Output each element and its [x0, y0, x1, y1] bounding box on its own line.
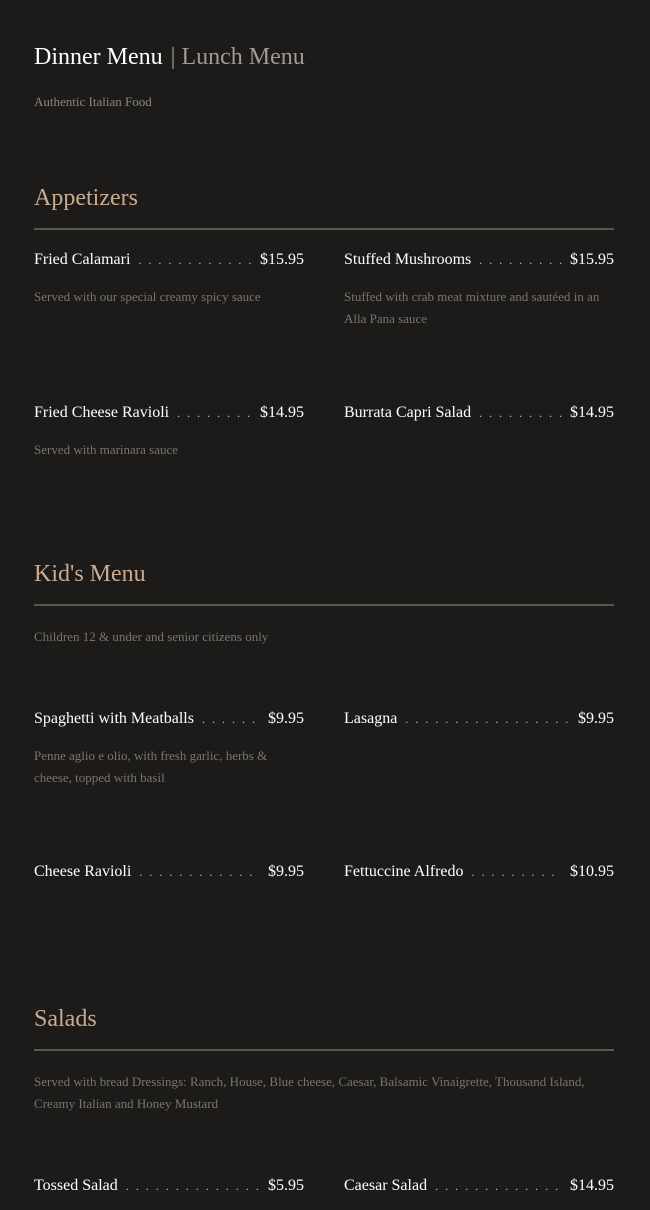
item-price: $5.95: [268, 1177, 304, 1194]
section-title-salads: Salads: [34, 1006, 97, 1032]
item-name: Cheese Ravioli: [34, 863, 132, 880]
dot-leader: [202, 712, 260, 727]
item-name: Lasagna: [344, 710, 398, 727]
section-divider: [34, 228, 614, 230]
item-price: $14.95: [260, 404, 304, 421]
menu-subtitle: Authentic Italian Food: [34, 94, 152, 109]
item-price: $9.95: [268, 710, 304, 727]
menu-item: [34, 1177, 304, 1199]
tab-lunch-menu[interactable]: Lunch Menu: [181, 44, 305, 70]
section-note: Served with bread Dressings: Ranch, House, Blue cheese, Caesar, Balsamic Vinaigrette, Thousand Island, Creamy Italian and Honey Mustard: [34, 1074, 585, 1111]
tab-separator: |: [170, 44, 176, 70]
item-price: $9.95: [268, 863, 304, 880]
item-name: Caesar Salad: [344, 1177, 428, 1194]
item-name: Fettuccine Alfredo: [344, 863, 464, 880]
item-name: Fried Cheese Ravioli: [34, 404, 170, 421]
item-price: $9.95: [578, 710, 614, 727]
item-price: $14.95: [570, 1177, 614, 1194]
menu-item: [34, 863, 304, 885]
dot-leader: [139, 865, 260, 880]
section-divider: [34, 1049, 614, 1051]
menu-tabs: [34, 40, 305, 74]
menu-item: [34, 251, 304, 308]
dot-leader: [479, 406, 562, 421]
menu-item: [344, 863, 614, 885]
item-price: $15.95: [260, 251, 304, 268]
dot-leader: [405, 712, 570, 727]
item-price: $14.95: [570, 404, 614, 421]
item-name: Burrata Capri Salad: [344, 404, 472, 421]
item-name: Stuffed Mushrooms: [344, 251, 472, 268]
item-description: Served with marinara sauce: [34, 442, 179, 457]
item-name: Fried Calamari: [34, 251, 131, 268]
dot-leader: [435, 1179, 562, 1194]
item-price: $15.95: [570, 251, 614, 268]
menu-item: [344, 1177, 614, 1199]
item-description: Served with our special creamy spicy sauce: [34, 289, 261, 304]
dot-leader: [126, 1179, 260, 1194]
menu-item: [344, 251, 614, 330]
section-title-kids-menu: Kid's Menu: [34, 561, 146, 587]
dot-leader: [472, 865, 562, 880]
item-name: Spaghetti with Meatballs: [34, 710, 194, 727]
menu-item: [344, 404, 614, 426]
dot-leader: [177, 406, 252, 421]
menu-item: [34, 710, 304, 789]
item-name: Tossed Salad: [34, 1177, 118, 1194]
menu-item: [344, 710, 614, 732]
section-title-appetizers: Appetizers: [34, 185, 138, 211]
tab-dinner-menu[interactable]: Dinner Menu: [34, 44, 163, 70]
item-description: Penne aglio e olio, with fresh garlic, herbs & cheese, topped with basil: [34, 748, 268, 785]
item-description: Stuffed with crab meat mixture and sautéed in an Alla Pana sauce: [344, 289, 600, 326]
section-note: Children 12 & under and senior citizens only: [34, 629, 269, 644]
section-divider: [34, 604, 614, 606]
dot-leader: [138, 253, 252, 268]
menu-item: [34, 404, 304, 461]
item-price: $10.95: [570, 863, 614, 880]
dot-leader: [479, 253, 562, 268]
